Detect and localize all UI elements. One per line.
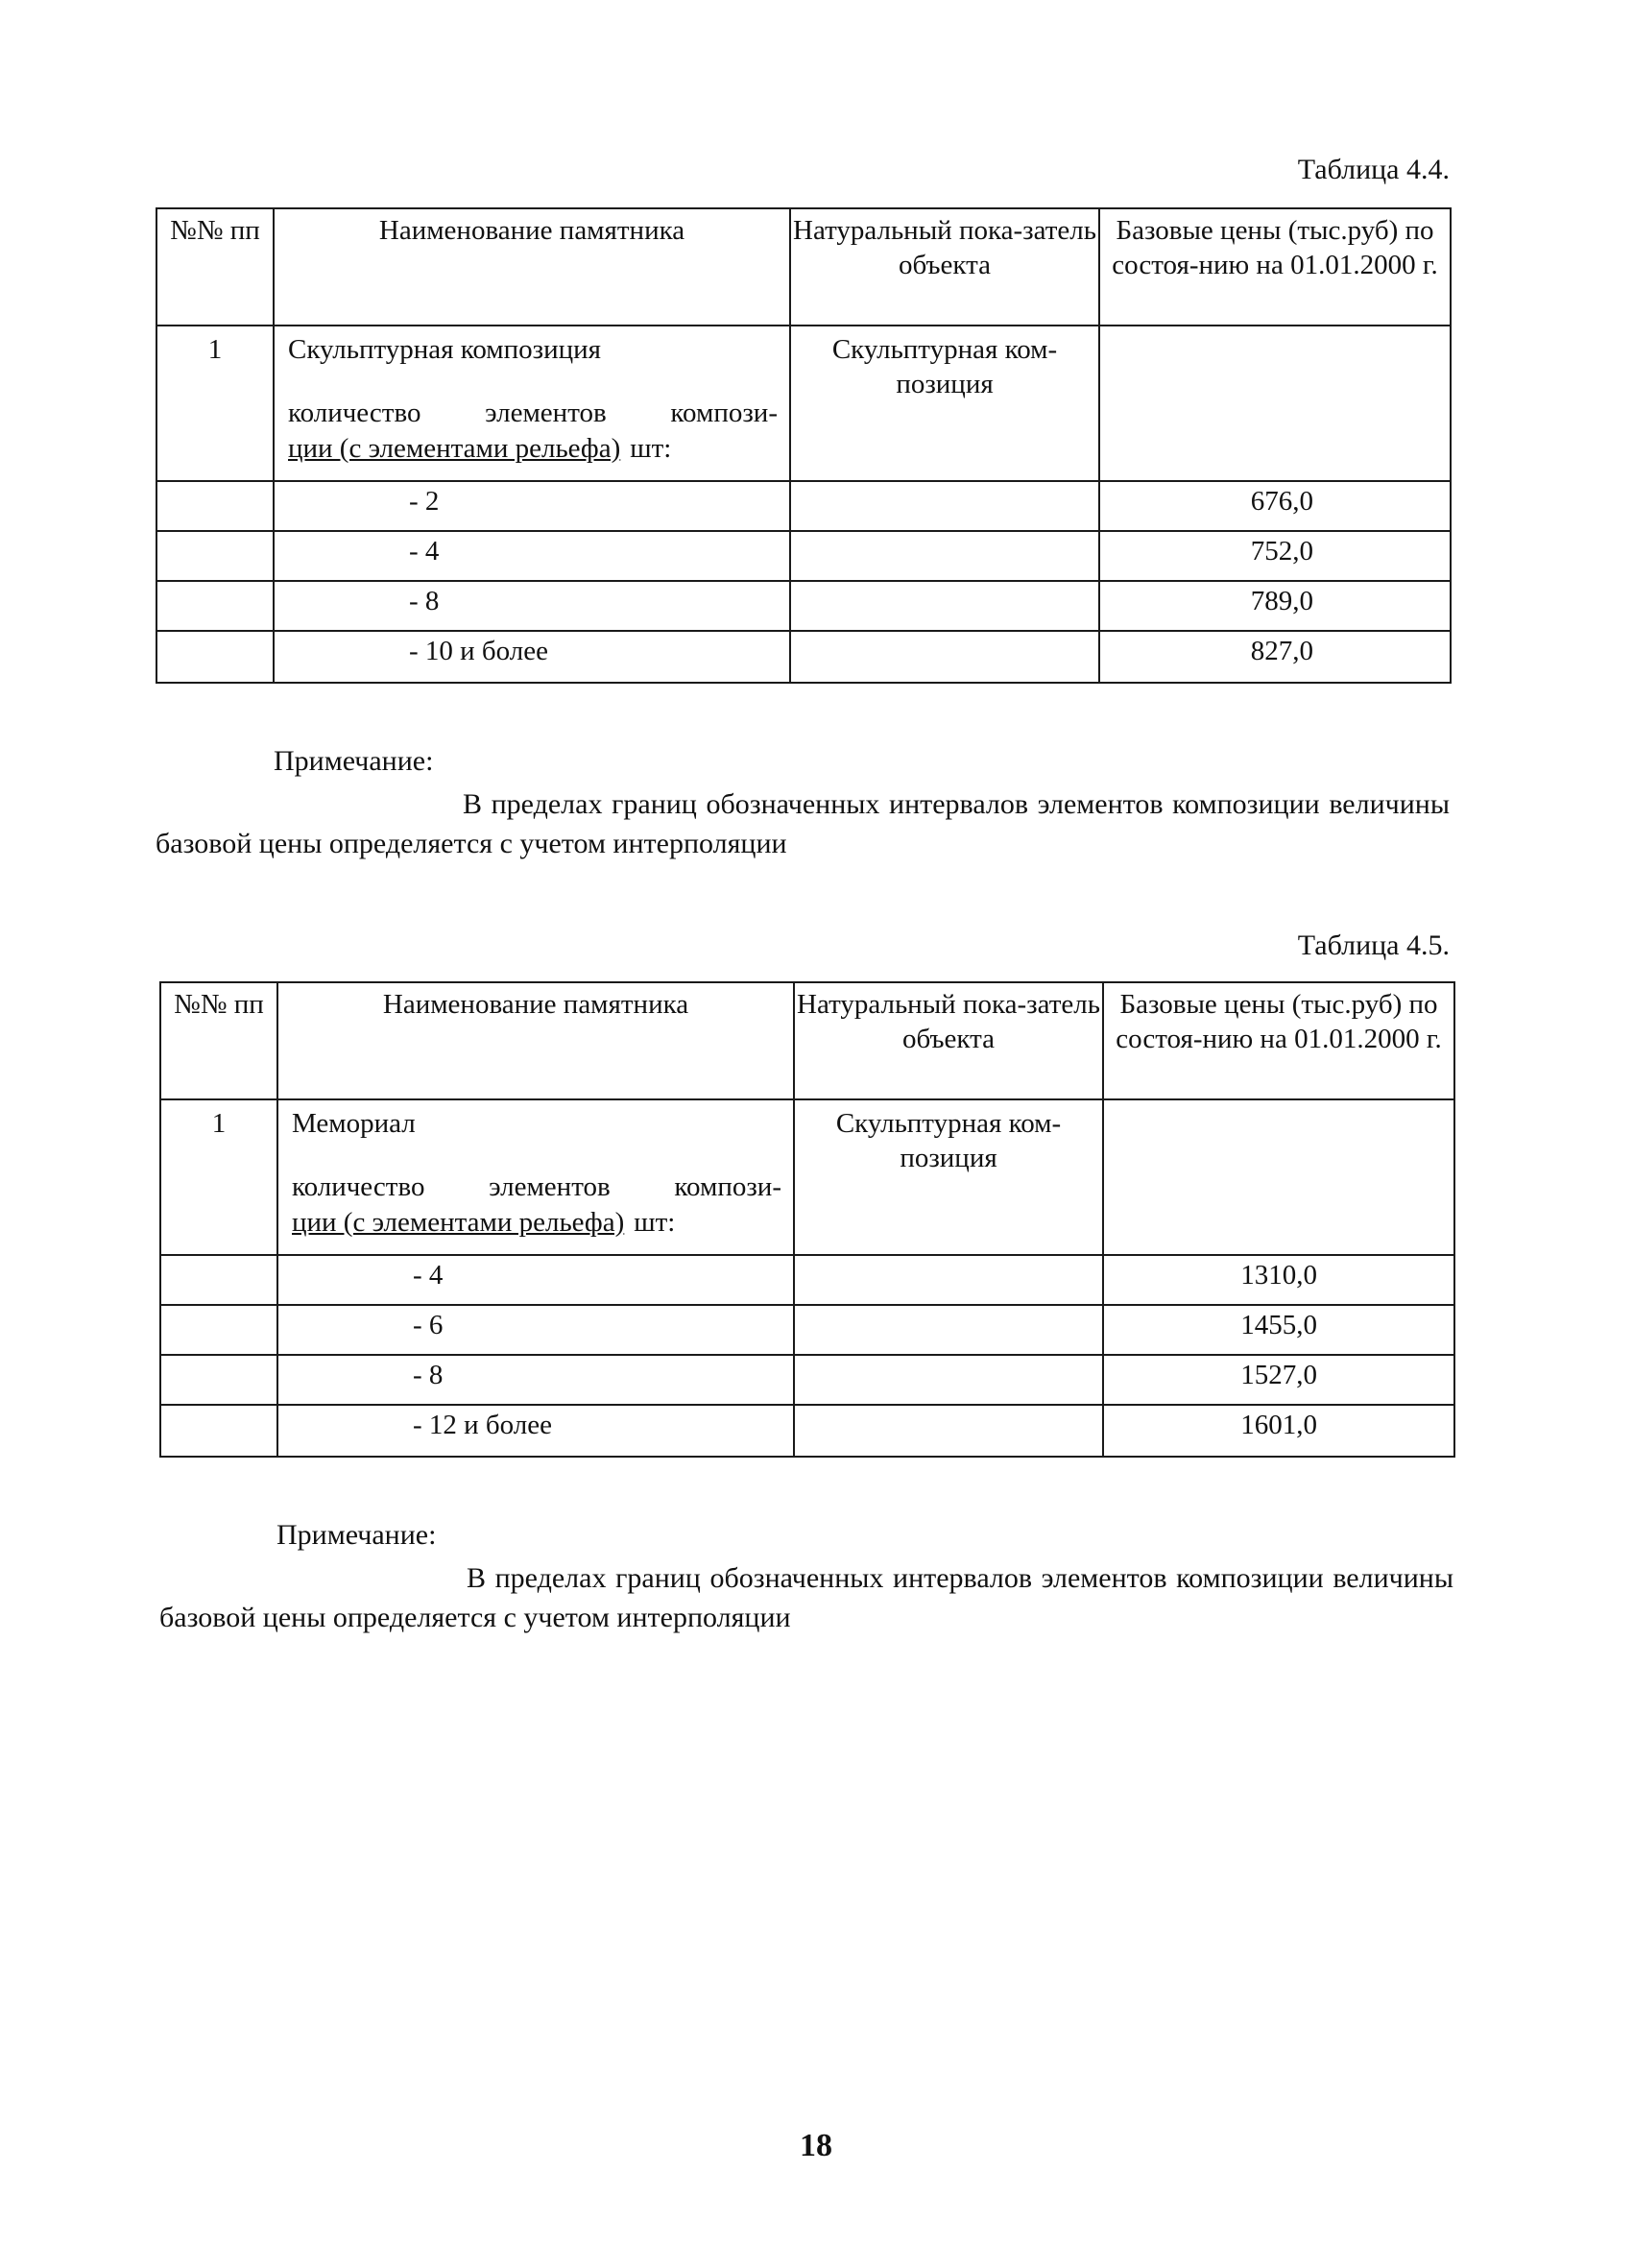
item-title: Мемориал bbox=[292, 1108, 416, 1139]
price-table bbox=[156, 207, 1452, 684]
header-name: Наименование памятника bbox=[274, 208, 790, 326]
table-caption: Таблица 4.5. bbox=[1297, 929, 1450, 961]
quantity-cell: - 8 bbox=[277, 1355, 794, 1405]
quantity-cell: - 4 bbox=[277, 1255, 794, 1305]
note-label: Примечание: bbox=[274, 745, 434, 777]
quantity-cell: - 6 bbox=[277, 1305, 794, 1355]
item-description: количество элементов компози- bbox=[292, 1171, 781, 1203]
header-price: Базовые цены (тыс.руб) по состоя-нию на 01.01.2000 г. bbox=[1099, 208, 1451, 326]
table-row bbox=[160, 1405, 1454, 1457]
item-name-cell bbox=[277, 1099, 794, 1255]
header-number: №№ пп bbox=[160, 982, 277, 1099]
price-cell: 1601,0 bbox=[1103, 1405, 1454, 1457]
table-row bbox=[156, 631, 1451, 683]
item-unit: шт: bbox=[630, 432, 672, 464]
item-unit: шт: bbox=[634, 1206, 676, 1238]
quantity-cell: - 2 bbox=[274, 481, 790, 531]
item-description-continued bbox=[288, 431, 778, 466]
header-price: Базовые цены (тыс.руб) по состоя-нию на 01.01.2000 г. bbox=[1103, 982, 1454, 1099]
item-price-empty bbox=[1099, 326, 1451, 481]
price-cell: 1310,0 bbox=[1103, 1255, 1454, 1305]
table-row bbox=[160, 1355, 1454, 1405]
table-row bbox=[156, 481, 1451, 531]
page-number: 18 bbox=[800, 2128, 832, 2163]
price-cell: 676,0 bbox=[1099, 481, 1451, 531]
price-cell: 1527,0 bbox=[1103, 1355, 1454, 1405]
quantity-cell: - 8 bbox=[274, 581, 790, 631]
quantity-cell: - 4 bbox=[274, 531, 790, 581]
item-description: количество элементов компози- bbox=[288, 398, 778, 429]
header-name: Наименование памятника bbox=[277, 982, 794, 1099]
header-indicator: Натуральный пока-затель объекта bbox=[790, 208, 1099, 326]
note-text: В пределах границ обозначенных интервалов элементов композиции величины базовой цены определяется с учетом интерполяции bbox=[156, 788, 1450, 859]
note-text: В пределах границ обозначенных интервалов элементов композиции величины базовой цены определяется с учетом интерполяции bbox=[159, 1562, 1453, 1633]
quantity-cell: - 10 и более bbox=[274, 631, 790, 683]
item-indicator: Скульптурная ком-позиция bbox=[794, 1099, 1103, 1255]
note-label: Примечание: bbox=[276, 1519, 437, 1551]
table-row bbox=[160, 1305, 1454, 1355]
item-description-underlined: ции (с элементами рельефа) bbox=[292, 1206, 625, 1238]
price-cell: 789,0 bbox=[1099, 581, 1451, 631]
quantity-cell: - 12 и более bbox=[277, 1405, 794, 1457]
price-table bbox=[159, 981, 1455, 1458]
item-price-empty bbox=[1103, 1099, 1454, 1255]
item-title: Скульптурная композиция bbox=[288, 334, 602, 365]
table-row bbox=[156, 581, 1451, 631]
table-row bbox=[160, 1255, 1454, 1305]
item-name-cell bbox=[274, 326, 790, 481]
table-row bbox=[156, 531, 1451, 581]
item-number: 1 bbox=[160, 1099, 277, 1255]
price-cell: 752,0 bbox=[1099, 531, 1451, 581]
price-cell: 827,0 bbox=[1099, 631, 1451, 683]
item-description-underlined: ции (с элементами рельефа) bbox=[288, 432, 621, 464]
price-cell: 1455,0 bbox=[1103, 1305, 1454, 1355]
header-indicator: Натуральный пока-затель объекта bbox=[794, 982, 1103, 1099]
item-indicator: Скульптурная ком-позиция bbox=[790, 326, 1099, 481]
table-caption: Таблица 4.4. bbox=[1297, 154, 1450, 185]
item-number: 1 bbox=[156, 326, 274, 481]
item-description-continued bbox=[292, 1205, 781, 1240]
header-number: №№ пп bbox=[156, 208, 274, 326]
